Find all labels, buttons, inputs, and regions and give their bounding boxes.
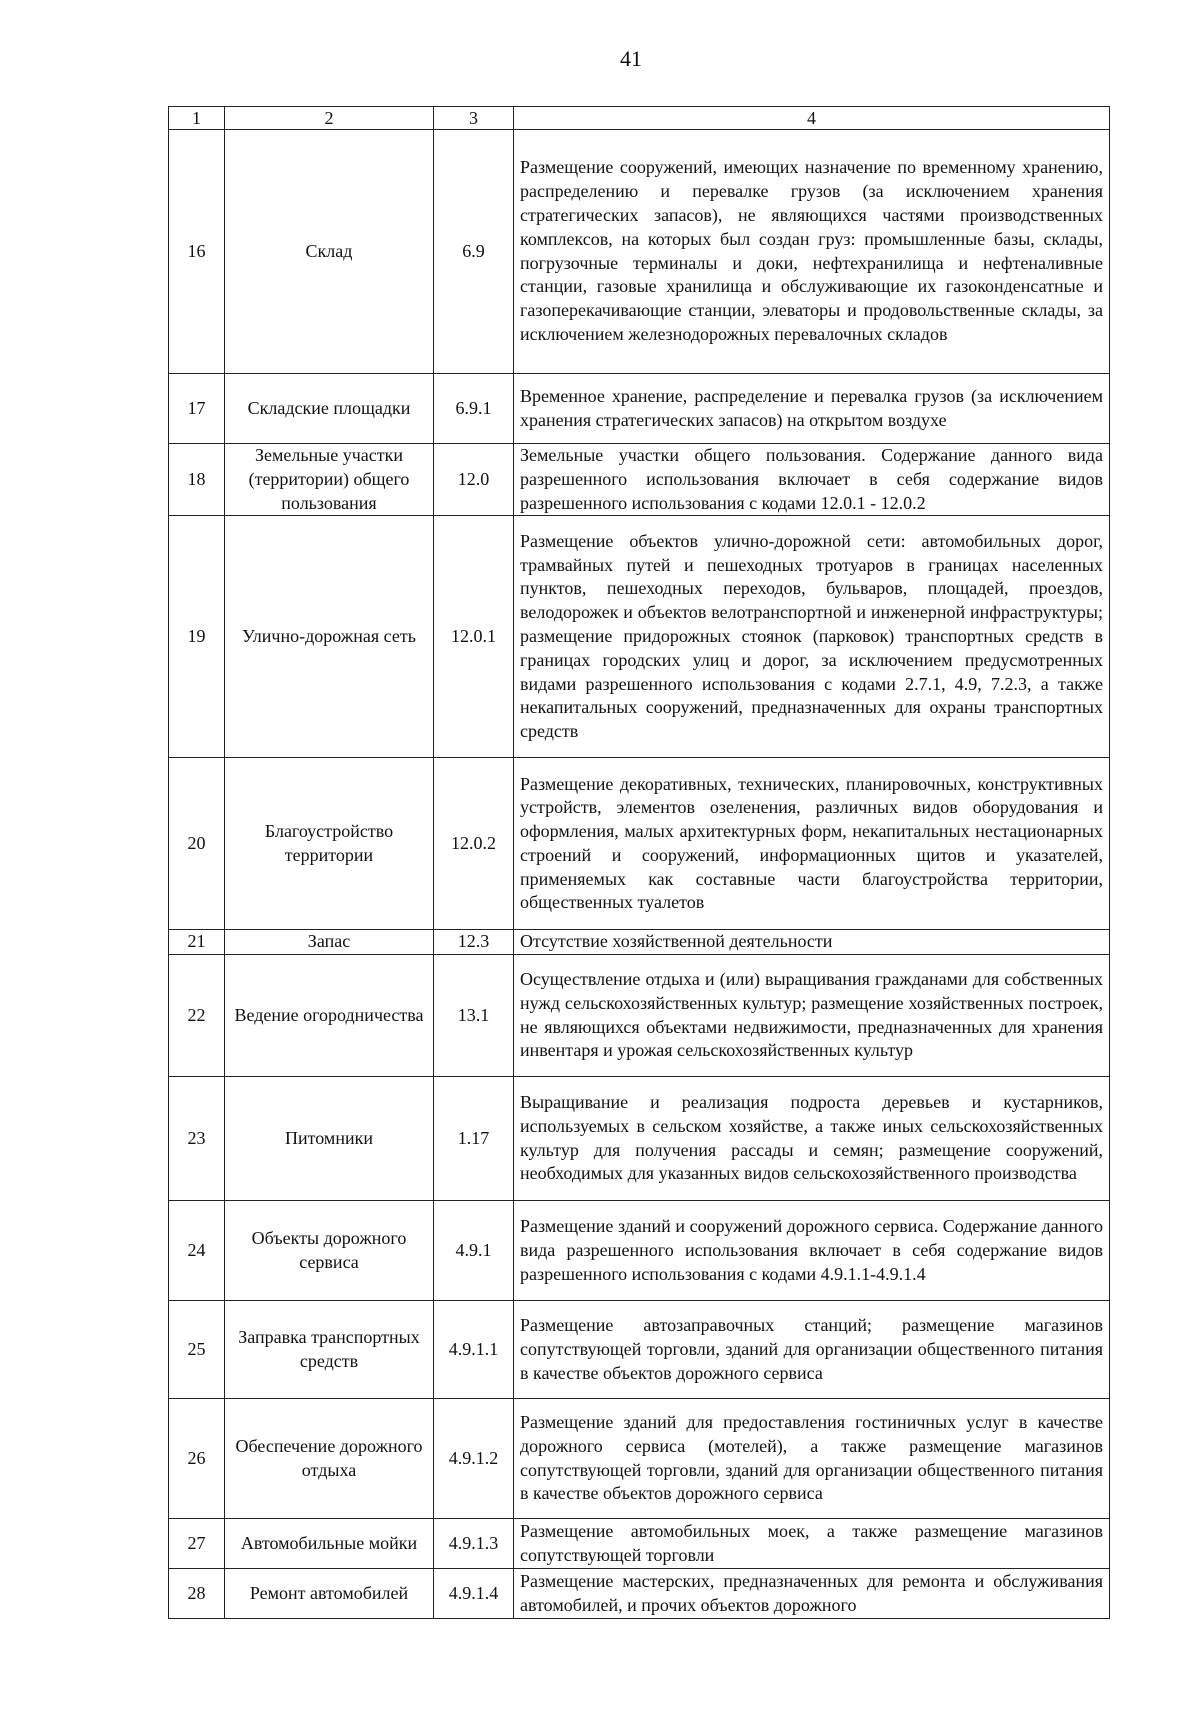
row-number: 26: [169, 1399, 225, 1519]
use-type-name: Ремонт автомобилей: [225, 1569, 434, 1619]
table-row: [169, 1077, 1110, 1201]
use-type-description: Размещение объектов улично-дорожной сети: автомобильных дорог, трамвайных путей и пешеходных тротуаров в границах населенных пунктов, пешеходных переходов, бульваров, площадей, проездов, велодорожек и объектов велотранспортной и инженерной инфраструктуры; размещение придорожных стоянок (парковок) транспортных средств в границах городских улиц и дорог, за исключением предусмотренных видами разрешенного использования с кодами 2.7.1, 4.9, 7.2.3, а также некапитальных сооружений, предназначенных для охраны транспортных средств: [514, 516, 1110, 758]
use-type-description: Осуществление отдыха и (или) выращивания гражданами для собственных нужд сельскохозяйственных культур; размещение хозяйственных построек, не являющихся объектами недвижимости, предназначенных для хранения инвентаря и урожая сельскохозяйственных культур: [514, 955, 1110, 1077]
use-type-description: Размещение мастерских, предназначенных для ремонта и обслуживания автомобилей, и прочих объектов дорожного: [514, 1569, 1110, 1619]
table-row: [169, 1201, 1110, 1301]
row-number: 16: [169, 130, 225, 374]
use-type-code: 4.9.1.1: [434, 1301, 514, 1399]
row-number: 18: [169, 444, 225, 516]
use-type-name: Автомобильные мойки: [225, 1519, 434, 1569]
table-row: [169, 374, 1110, 444]
table-row: [169, 1301, 1110, 1399]
use-type-description: Временное хранение, распределение и перевалка грузов (за исключением хранения стратегических запасов) на открытом воздухе: [514, 374, 1110, 444]
use-type-description: Размещение декоративных, технических, планировочных, конструктивных устройств, элементов озеленения, различных видов оборудования и оформления, малых архитектурных форм, некапитальных нестационарных строений и сооружений, информационных щитов и указателей, применяемых как составные части благоустройства территории, общественных туалетов: [514, 758, 1110, 930]
column-header: 1: [169, 107, 225, 130]
row-number: 20: [169, 758, 225, 930]
row-number: 25: [169, 1301, 225, 1399]
use-type-code: 6.9.1: [434, 374, 514, 444]
table-header-row: [169, 107, 1110, 130]
table-row: [169, 1569, 1110, 1619]
row-number: 24: [169, 1201, 225, 1301]
use-type-name: Земельные участки (территории) общего пользования: [225, 444, 434, 516]
use-type-description: Отсутствие хозяйственной деятельности: [514, 930, 1110, 955]
use-type-description: Размещение сооружений, имеющих назначение по временному хранению, распределению и перевалке грузов (за исключением хранения стратегических запасов), не являющихся частями производственных комплексов, на которых был создан груз: промышленные базы, склады, погрузочные терминалы и доки, нефтехранилища и нефтеналивные станции, газовые хранилища и обслуживающие их газоконденсатные и газоперекачивающие станции, элеваторы и продовольственные склады, за исключением железнодорожных перевалочных складов: [514, 130, 1110, 374]
row-number: 21: [169, 930, 225, 955]
use-type-description: Размещение зданий и сооружений дорожного сервиса. Содержание данного вида разрешенного использования включает в себя содержание видов разрешенного использования с кодами 4.9.1.1-4.9.1.4: [514, 1201, 1110, 1301]
table-row: [169, 130, 1110, 374]
column-header: 2: [225, 107, 434, 130]
table-row: [169, 758, 1110, 930]
use-type-name: Благоустройство территории: [225, 758, 434, 930]
table-row: [169, 930, 1110, 955]
use-type-code: 1.17: [434, 1077, 514, 1201]
column-header: 3: [434, 107, 514, 130]
use-type-code: 4.9.1: [434, 1201, 514, 1301]
row-number: 28: [169, 1569, 225, 1619]
column-header: 4: [514, 107, 1110, 130]
use-type-name: Обеспечение дорожного отдыха: [225, 1399, 434, 1519]
use-type-name: Ведение огородничества: [225, 955, 434, 1077]
use-type-code: 4.9.1.4: [434, 1569, 514, 1619]
use-type-description: Размещение зданий для предоставления гостиничных услуг в качестве дорожного сервиса (мотелей), а также размещение магазинов сопутствующей торговли, зданий для организации общественного питания в качестве объектов дорожного сервиса: [514, 1399, 1110, 1519]
use-type-code: 4.9.1.2: [434, 1399, 514, 1519]
use-type-name: Запас: [225, 930, 434, 955]
row-number: 23: [169, 1077, 225, 1201]
table-row: [169, 444, 1110, 516]
row-number: 17: [169, 374, 225, 444]
use-type-name: Складские площадки: [225, 374, 434, 444]
use-type-description: Выращивание и реализация подроста деревьев и кустарников, используемых в сельском хозяйстве, а также иных сельскохозяйственных культур для получения рассады и семян; размещение сооружений, необходимых для указанных видов сельскохозяйственного производства: [514, 1077, 1110, 1201]
use-type-description: Размещение автозаправочных станций; размещение магазинов сопутствующей торговли, зданий для организации общественного питания в качестве объектов дорожного сервиса: [514, 1301, 1110, 1399]
land-use-table: [168, 106, 1110, 1619]
use-type-description: Земельные участки общего пользования. Содержание данного вида разрешенного использования включает в себя содержание видов разрешенного использования с кодами 12.0.1 - 12.0.2: [514, 444, 1110, 516]
use-type-code: 12.0.1: [434, 516, 514, 758]
use-type-name: Питомники: [225, 1077, 434, 1201]
table-row: [169, 955, 1110, 1077]
table-row: [169, 516, 1110, 758]
use-type-code: 12.3: [434, 930, 514, 955]
row-number: 19: [169, 516, 225, 758]
use-type-name: Склад: [225, 130, 434, 374]
use-type-description: Размещение автомобильных моек, а также размещение магазинов сопутствующей торговли: [514, 1519, 1110, 1569]
table-row: [169, 1399, 1110, 1519]
row-number: 27: [169, 1519, 225, 1569]
use-type-code: 6.9: [434, 130, 514, 374]
row-number: 22: [169, 955, 225, 1077]
use-type-code: 13.1: [434, 955, 514, 1077]
use-type-code: 12.0: [434, 444, 514, 516]
page-number: 41: [620, 46, 642, 71]
use-type-name: Заправка транспортных средств: [225, 1301, 434, 1399]
use-type-code: 4.9.1.3: [434, 1519, 514, 1569]
table-row: [169, 1519, 1110, 1569]
use-type-name: Улично-дорожная сеть: [225, 516, 434, 758]
use-type-name: Объекты дорожного сервиса: [225, 1201, 434, 1301]
use-type-code: 12.0.2: [434, 758, 514, 930]
